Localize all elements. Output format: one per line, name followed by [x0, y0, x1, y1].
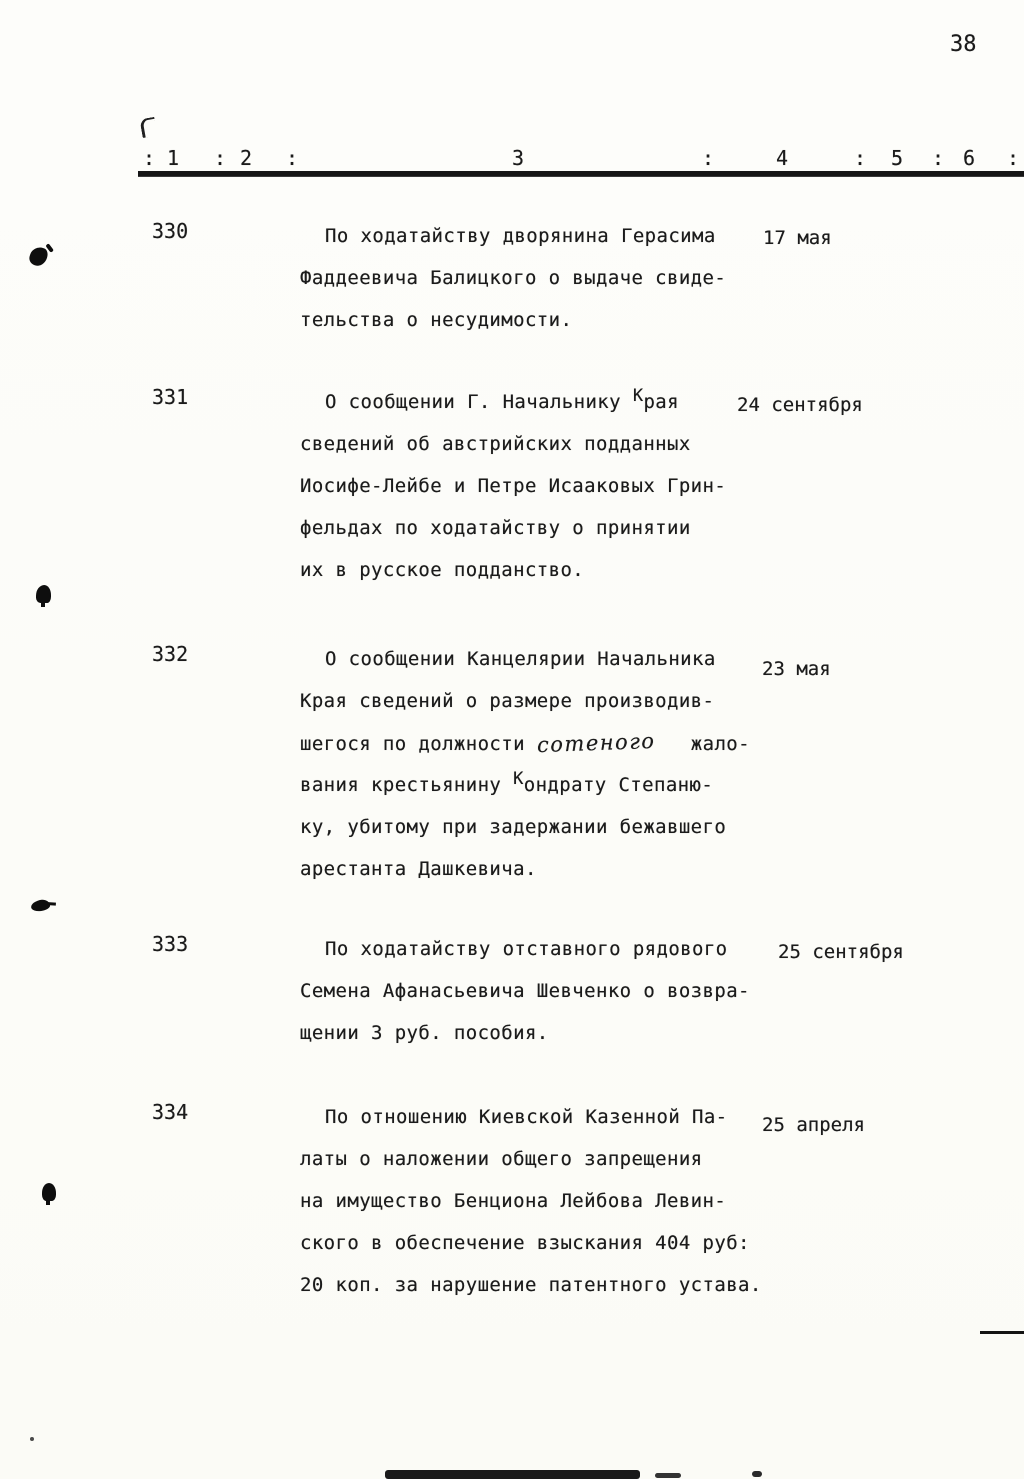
entry-text	[300, 1096, 800, 1306]
text-line: 20 коп. за нарушение патентного устава.	[300, 1274, 762, 1296]
column-header-separator: :	[286, 146, 299, 170]
column-header-separator: :	[214, 146, 227, 170]
text-line: на имущество Бенциона Лейбова Левин-	[300, 1190, 727, 1212]
column-header-separator: :	[854, 146, 867, 170]
text-line: ку, убитому при задержании бежавшего	[300, 816, 727, 838]
entry-text	[300, 928, 800, 1054]
text-line: По ходатайству дворянина Герасима	[325, 225, 716, 247]
entry-number: 333	[152, 932, 189, 956]
entry-number: 334	[152, 1100, 189, 1124]
entry-text	[300, 638, 800, 890]
text-line: Края сведений о размере производив-	[300, 690, 715, 712]
text-line: О сообщении Г. Начальнику Края	[325, 386, 679, 413]
entry-number: 331	[152, 385, 189, 409]
text-line: арестанта Дашкевича.	[300, 858, 537, 880]
column-header-separator: :	[1007, 146, 1020, 170]
column-header-separator: :	[932, 146, 945, 170]
text-line: тельства о несудимости.	[300, 309, 573, 331]
text-line: их в русское подданство.	[300, 559, 585, 581]
entry-number: 330	[152, 219, 189, 243]
column-header-2: 2	[240, 146, 253, 170]
handwritten-word: сотеного	[536, 728, 656, 758]
ink-blot	[36, 585, 51, 603]
text-line: ского в обеспечение взыскания 404 руб:	[300, 1232, 750, 1254]
ink-speck	[30, 1437, 34, 1441]
column-header-6: 6	[963, 146, 976, 170]
text-line: вания крестьянину Кондрату Степаню-	[300, 769, 714, 796]
scan-artifact-curl	[139, 117, 157, 138]
text-line: шегося по должности сотеного жало-	[300, 722, 800, 764]
text-line: Семена Афанасьевича Шевченко о возвра-	[300, 980, 750, 1002]
entry-date: 25 апреля	[762, 1114, 865, 1136]
column-header-1: 1	[167, 146, 180, 170]
text-line: Фаддеевича Балицкого о выдаче свиде-	[300, 267, 727, 289]
text-line: латы о наложении общего запрещения	[300, 1148, 703, 1170]
entry-date: 17 мая	[763, 227, 832, 249]
margin-line	[980, 1331, 1024, 1334]
raised-letter: К	[513, 769, 524, 789]
entry-text	[300, 215, 800, 341]
text-line: Иосифе-Лейбе и Петре Исааковых Грин-	[300, 475, 727, 497]
text-line: О сообщении Канцелярии Начальника	[325, 648, 716, 670]
ink-blot	[30, 899, 50, 913]
ink-blot	[27, 245, 49, 268]
column-header-separator: :	[702, 146, 715, 170]
column-header-5: 5	[891, 146, 904, 170]
column-header-separator: :	[143, 146, 156, 170]
column-header-3: 3	[512, 146, 525, 170]
text-line: сведений об австрийских подданных	[300, 433, 691, 455]
text-line: фельдах по ходатайству о принятии	[300, 517, 691, 539]
entry-text	[300, 381, 800, 591]
entry-number: 332	[152, 642, 189, 666]
header-rule	[138, 171, 1024, 177]
page-number: 38	[950, 32, 977, 57]
bottom-smudge	[752, 1471, 762, 1477]
ink-blot	[42, 1183, 56, 1201]
text-line: По отношению Киевской Казенной Па-	[325, 1106, 728, 1128]
bottom-smudge	[385, 1470, 640, 1479]
bottom-smudge	[655, 1473, 681, 1478]
raised-letter: К	[632, 386, 644, 406]
column-header-4: 4	[776, 146, 789, 170]
text-line: По ходатайству отставного рядового	[325, 938, 728, 960]
text-line: щении 3 руб. пособия.	[300, 1022, 549, 1044]
entry-date: 25 сентября	[778, 941, 904, 963]
entry-date: 24 сентября	[737, 394, 863, 416]
entry-date: 23 мая	[762, 658, 831, 680]
